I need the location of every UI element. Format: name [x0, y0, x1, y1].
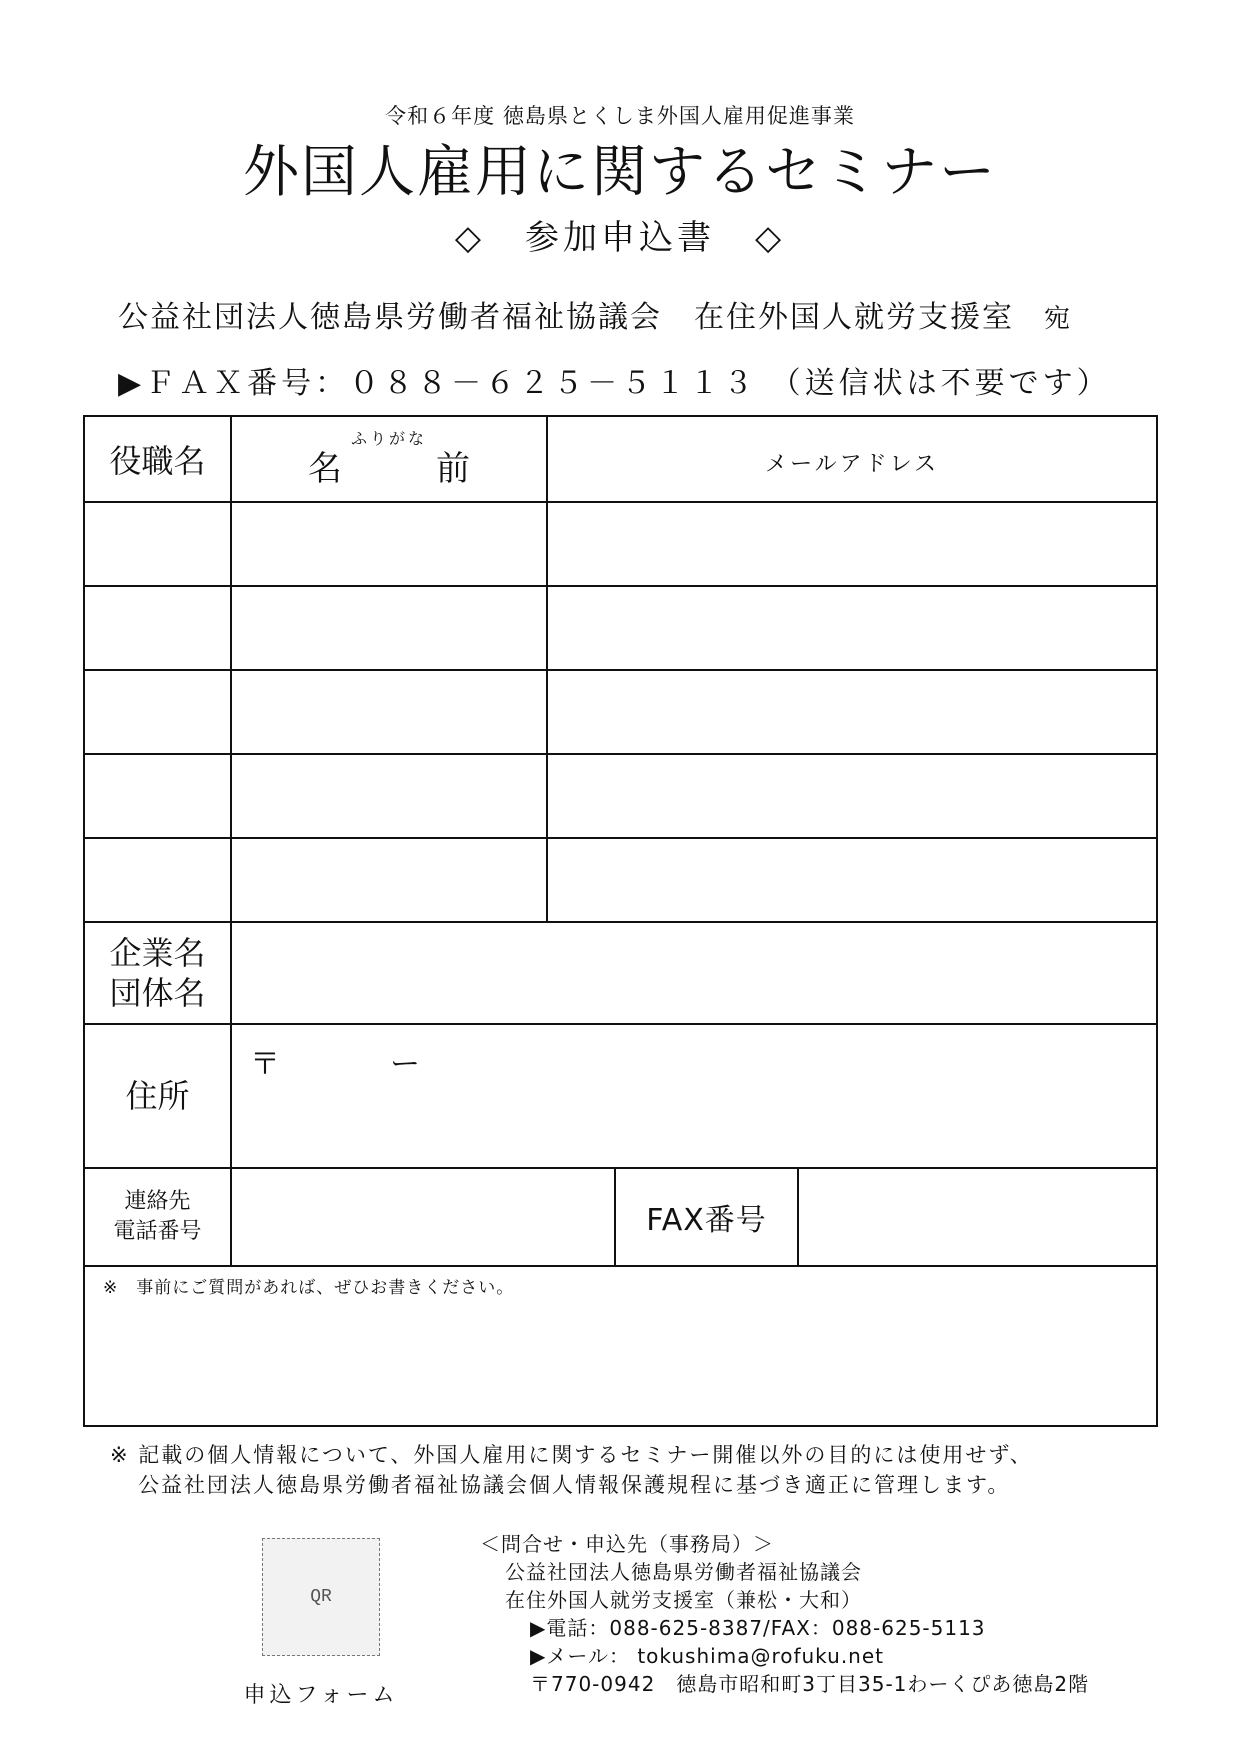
phone-label-line2: 電話番号 — [113, 1219, 202, 1244]
name-label: 名 前 — [308, 449, 500, 489]
privacy-notice — [110, 1440, 1033, 1500]
privacy-line2: 公益社団法人徳島県労働者福祉協議会個人情報保護規程に基づき適正に管理します。 — [138, 1473, 1011, 1497]
email-field-5[interactable] — [547, 838, 1157, 922]
position-field-5[interactable] — [84, 838, 231, 922]
email-field-2[interactable] — [547, 586, 1157, 670]
email-field-1[interactable] — [547, 502, 1157, 586]
qr-code-label: 申込フォーム — [243, 1683, 399, 1708]
name-field-2[interactable] — [231, 586, 547, 670]
furigana-label: ふりがな — [350, 429, 427, 448]
header-name — [231, 416, 547, 502]
postal-dash: ー — [390, 1047, 420, 1082]
questions-note: ※ 事前にご質問があれば、ぜひお書きください。 — [103, 1278, 515, 1298]
name-field-3[interactable] — [231, 670, 547, 754]
email-field-4[interactable] — [547, 754, 1157, 838]
addressee-name: 公益社団法人徳島県労働者福祉協議会 在住外国人就労支援室 — [118, 300, 1014, 335]
application-form-table — [83, 415, 1158, 1427]
questions-field[interactable] — [84, 1266, 1157, 1426]
phone-label-line1: 連絡先 — [124, 1189, 191, 1214]
diamond-right-icon: ◇ — [755, 218, 786, 258]
phone-field[interactable] — [231, 1168, 615, 1266]
name-field-4[interactable] — [231, 754, 547, 838]
email-field-3[interactable] — [547, 670, 1157, 754]
contact-address: 〒770-0942 徳島市昭和町3丁目35-1わーくぴあ徳島2階 — [530, 1672, 1090, 1696]
postal-mark: 〒 — [250, 1047, 280, 1082]
contact-heading: ＜問合せ・申込先（事務局）＞ — [480, 1532, 774, 1556]
position-field-1[interactable] — [84, 502, 231, 586]
form-name: 参加申込書 — [525, 218, 715, 258]
qr-code[interactable]: QR — [262, 1538, 380, 1656]
position-field-4[interactable] — [84, 754, 231, 838]
fax-label: FAX番号 — [615, 1168, 798, 1266]
name-field-5[interactable] — [231, 838, 547, 922]
event-subtitle: 令和６年度 徳島県とくしま外国人雇用促進事業 — [385, 104, 855, 128]
company-label-line1: 企業名 — [109, 934, 206, 972]
contact-phone: ▶電話：088-625-8387/FAX：088-625-5113 — [530, 1616, 986, 1640]
company-label-line2: 団体名 — [109, 974, 206, 1012]
company-field[interactable] — [231, 922, 1157, 1024]
contact-dept: 在住外国人就労支援室（兼松・大和） — [505, 1588, 862, 1612]
company-label — [84, 922, 231, 1024]
addressee-suffix: 宛 — [1044, 304, 1073, 334]
address-label: 住所 — [84, 1024, 231, 1168]
position-field-3[interactable] — [84, 670, 231, 754]
page-title: 外国人雇用に関するセミナー — [243, 140, 997, 205]
fax-field[interactable] — [798, 1168, 1157, 1266]
contact-email: ▶メール： tokushima@rofuku.net — [530, 1644, 885, 1668]
phone-label — [84, 1168, 231, 1266]
privacy-line1: ※ 記載の個人情報について、外国人雇用に関するセミナー開催以外の目的には使用せず、 — [110, 1443, 1033, 1467]
name-field-1[interactable] — [231, 502, 547, 586]
addressee — [118, 292, 1072, 336]
contact-info — [480, 1530, 1089, 1698]
position-field-2[interactable] — [84, 586, 231, 670]
diamond-left-icon: ◇ — [454, 218, 485, 258]
header-position: 役職名 — [84, 416, 231, 502]
contact-org: 公益社団法人徳島県労働者福祉協議会 — [505, 1560, 862, 1584]
form-title — [0, 210, 1240, 259]
fax-number-line: ▶ＦＡＸ番号：０８８－６２５－５１１３ （送信状は不要です） — [118, 366, 1111, 401]
header-email: メールアドレス — [547, 416, 1157, 502]
address-field[interactable] — [231, 1024, 1157, 1168]
